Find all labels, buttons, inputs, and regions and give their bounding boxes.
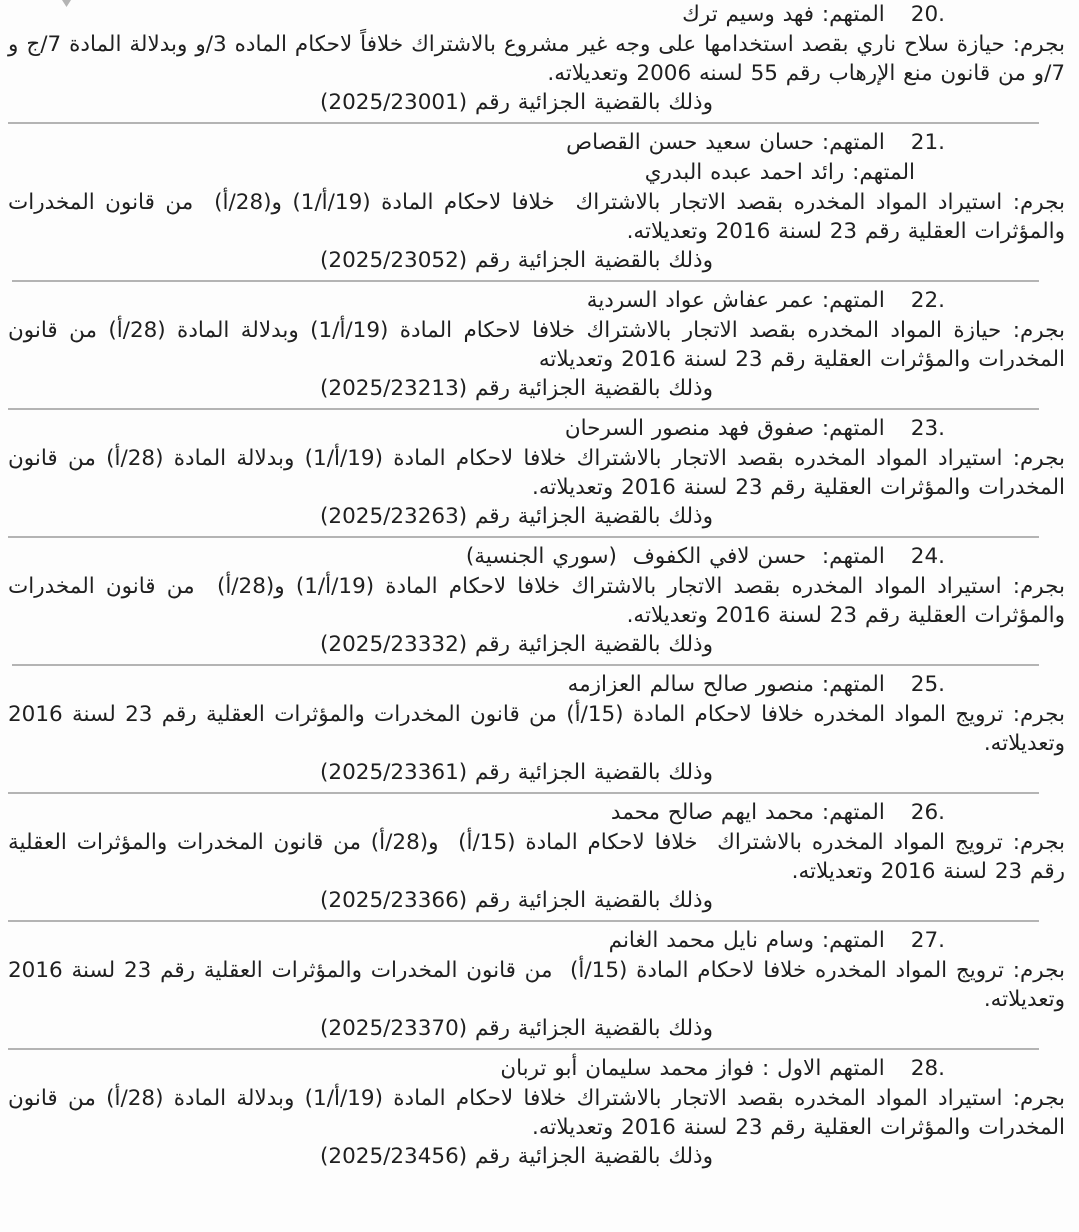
charge-text: بجرم: ترويج المواد المخدره خلافا لاحكام المادة (15/أ) من قانون المخدرات والمؤثرات العقلية رقم 23 لسنة 2016 وتعديلاته. xyxy=(0,958,1065,1012)
charge-text: بجرم: حيازة المواد المخدره بقصد الاتجار بالاشتراك خلافا لاحكام المادة (19/أ/1) وبدلالة المادة (28/أ) من قانون المخدرات والمؤثرات العقلية رقم 23 لسنة 2016 وتعديلاته xyxy=(0,318,1065,372)
entry-separator xyxy=(8,1048,1039,1050)
entry-separator xyxy=(8,408,1039,410)
case-number-line: وذلك بالقضية الجزائية رقم (2025/23001) xyxy=(320,90,713,115)
case-number-line: وذلك بالقضية الجزائية رقم (2025/23366) xyxy=(320,888,713,913)
case-number-line: وذلك بالقضية الجزائية رقم (2025/23332) xyxy=(320,632,713,657)
defendant-entry xyxy=(0,926,1065,1043)
entry-number: 20. xyxy=(910,2,945,27)
defendant-name: المتهم: وسام نايل محمد الغانم xyxy=(608,928,885,953)
entry-separator xyxy=(8,536,1039,538)
charge-text: بجرم: استيراد المواد المخدره بقصد الاتجار بالاشتراك خلافا لاحكام المادة (19/أ/1) و(28/أ) من قانون المخدرات والمؤثرات العقلية رقم 23 لسنة 2016 وتعديلاته. xyxy=(0,190,1065,244)
entry-number: 25. xyxy=(910,672,945,697)
entry-separator xyxy=(8,122,1039,124)
entry-number: 28. xyxy=(910,1056,945,1081)
defendant-entry xyxy=(0,128,1065,275)
entry-number: 22. xyxy=(910,288,945,313)
defendant-name: المتهم: حسن لافي الكفوف (سوري الجنسية) xyxy=(465,544,885,569)
defendant-name: المتهم: منصور صالح سالم العزازمه xyxy=(567,672,885,697)
entry-heading xyxy=(8,1054,945,1084)
entry-separator xyxy=(12,280,1039,282)
defendant-entry xyxy=(0,542,1066,659)
case-number-line: وذلك بالقضية الجزائية رقم (2025/23213) xyxy=(320,376,713,401)
charge-text: بجرم: حيازة سلاح ناري بقصد استخدامها على وجه غير مشروع بالاشتراك خلافاً لاحكام الماده 3/و وبدلالة المادة 7/ج و 7/و من قانون منع الإرهاب رقم 55 لسنه 2006 وتعديلاته. xyxy=(0,32,1065,86)
defendant-entry xyxy=(0,798,1066,915)
entry-heading xyxy=(8,286,945,316)
entry-separator xyxy=(8,792,1039,794)
entry-heading xyxy=(8,798,945,828)
entry-heading xyxy=(8,414,945,444)
defendant-name: المتهم: عمر عفاش عواد السردية xyxy=(586,288,885,313)
defendant-name: المتهم: حسان سعيد حسن القصاص xyxy=(566,130,885,155)
entry-heading xyxy=(8,670,945,700)
defendant-entry xyxy=(0,670,1065,787)
charge-text: بجرم: استيراد المواد المخدره بقصد الاتجار بالاشتراك خلافا لاحكام المادة (19/أ/1) وبدلالة المادة (28/أ) من قانون المخدرات والمؤثرات العقلية رقم 23 لسنة 2016 وتعديلاته. xyxy=(0,1086,1065,1140)
defendant-entry xyxy=(0,1054,1065,1171)
entry-heading xyxy=(8,0,945,30)
defendant-name: المتهم الاول : فواز محمد سليمان أبو تربان xyxy=(500,1056,885,1081)
case-number-line: وذلك بالقضية الجزائية رقم (2025/23370) xyxy=(320,1016,713,1041)
entry-number: 23. xyxy=(910,416,945,441)
case-number-line: وذلك بالقضية الجزائية رقم (2025/23263) xyxy=(320,504,713,529)
entry-heading xyxy=(8,542,945,572)
charge-text: بجرم: ترويج المواد المخدره بالاشتراك خلافا لاحكام المادة (15/أ) و(28/أ) من قانون المخدرات والمؤثرات العقلية رقم 23 لسنة 2016 وتعديلاته. xyxy=(0,830,1066,884)
defendant-name: المتهم: رائد احمد عبده البدري xyxy=(644,160,915,185)
defendant-name: المتهم: صفوق فهد منصور السرحان xyxy=(564,416,885,441)
defendant-entry xyxy=(0,0,1065,117)
case-number-line: وذلك بالقضية الجزائية رقم (2025/23052) xyxy=(320,248,713,273)
entry-heading xyxy=(8,926,945,956)
defendant-entry xyxy=(0,414,1065,531)
entry-number: 21. xyxy=(910,130,945,155)
entry-separator xyxy=(12,664,1039,666)
defendant-name: المتهم: فهد وسيم ترك xyxy=(682,2,885,27)
entry-number: 26. xyxy=(910,800,945,825)
charge-text: بجرم: استيراد المواد المخدره بقصد الاتجار بالاشتراك خلافا لاحكام المادة (19/أ/1) و(28/أ) من قانون المخدرات والمؤثرات العقلية رقم 23 لسنة 2016 وتعديلاته. xyxy=(0,574,1066,628)
case-number-line: وذلك بالقضية الجزائية رقم (2025/23361) xyxy=(320,760,713,785)
entry-number: 27. xyxy=(910,928,945,953)
charge-text: بجرم: ترويج المواد المخدره خلافا لاحكام المادة (15/أ) من قانون المخدرات والمؤثرات العقلية رقم 23 لسنة 2016 وتعديلاته. xyxy=(0,702,1065,756)
entry-number: 24. xyxy=(910,544,945,569)
entry-separator xyxy=(8,920,1039,922)
defendant-entry xyxy=(0,286,1065,403)
entry-heading xyxy=(8,128,945,158)
case-number-line: وذلك بالقضية الجزائية رقم (2025/23456) xyxy=(320,1144,713,1169)
entry-additional-defendant xyxy=(8,158,915,188)
defendant-name: المتهم: محمد ايهم صالح محمد xyxy=(610,800,885,825)
charge-text: بجرم: استيراد المواد المخدره بقصد الاتجار بالاشتراك خلافا لاحكام المادة (19/أ/1) وبدلالة المادة (28/أ) من قانون المخدرات والمؤثرات العقلية رقم 23 لسنة 2016 وتعديلاته. xyxy=(0,446,1065,500)
